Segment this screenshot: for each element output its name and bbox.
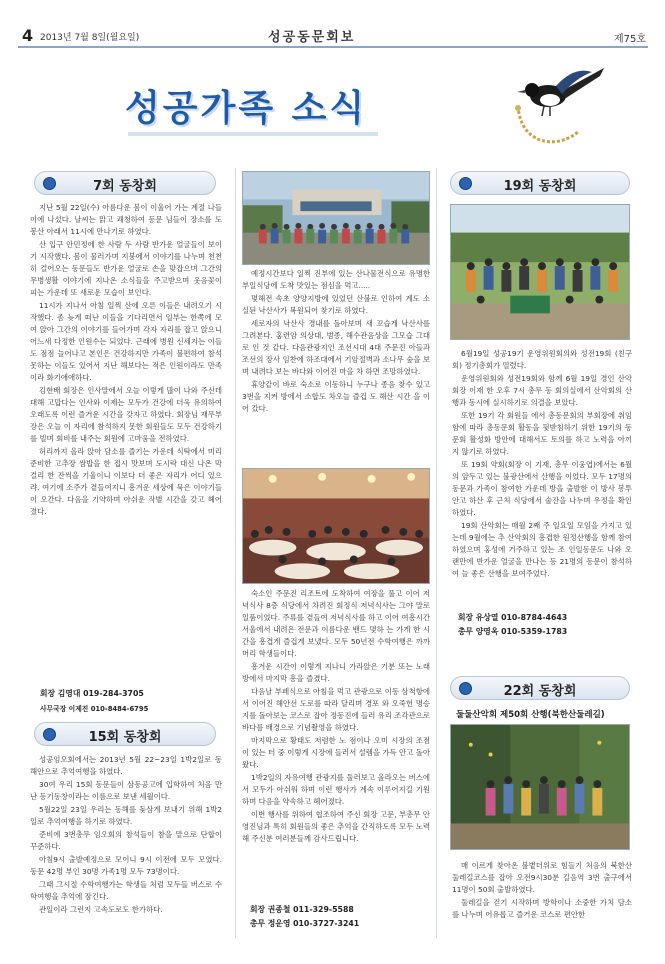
article-class15-continued	[242, 268, 430, 464]
article-class15	[30, 754, 222, 932]
article-paragraph: 이번 행사를 위하여 협조하여 주신 회장 고문, 부총무 안영진님과 특히 회원들의 좋은 추억을 간직하도록 모두 노력해 주신분 여러분들께 감사드립니다.	[242, 809, 430, 843]
section-header-class7	[34, 171, 216, 195]
section-title: 22회 동창회	[503, 684, 577, 699]
photo-caption: 둘둘산악회 제50회 산행(북한산둘레길)	[456, 710, 605, 720]
article-paragraph: 또한 19기 각 회원들 에서 총동문회의 부회장에 취임함에 따라 총동문회 활동을 뒷받침하기 위한 19기의 동문회 활성화 방안에 대해서도 토의를 하고 노력을 아끼지 않기로 하였다.	[452, 410, 632, 456]
article-paragraph: 몇해전 속초 양양지방에 있었던 산불로 인하여 계도 소실된 낙산사가 복원되어 찾기로 하였다.	[242, 293, 430, 315]
column-divider	[436, 168, 437, 938]
article-paragraph: 허리까지 올라 앉아 담소를 즐기는 가운데 식탁에서 미리 준비한 고추장 쌈밥을 한 접시 맛보며 도시락 대신 나온 막걸리 한 잔씩을 기울이니 이보다 더 좋은 자리가 어디 있으랴. 여기에 소주가 곁들여지니 흥겨운 세상에 묵은 이야기들이 오간다. 다음을 기약하며 아쉬운 작별 시간을 갖고 헤어졌다.	[30, 446, 222, 516]
article-paragraph: 성공임오회에서는 2013년 5월 22~23일 1박2일로 동해안으로 추억여행을 하였다.	[30, 755, 222, 776]
masthead	[18, 28, 648, 48]
paper-name: 성공동문회보	[268, 30, 356, 45]
article-paragraph: 5월22일 23일 우리는 동해를 돛삼게 보내기 위해 1박2일로 추억여행을 하기로 하였다.	[30, 804, 222, 826]
banner-underline	[128, 132, 378, 136]
article-paragraph: 30여 우리 15회 동문들이 삼동공고에 입학하여 처음 만난 동기동창이라는 이름으로 보낸 세월이다.	[30, 779, 222, 801]
section-header-class19	[450, 171, 630, 195]
article-paragraph: 11시가 지나서 아침 일찍 산에 오른 이들은 내려오기 시작했다. 좀 늦게 떠난 이들을 기다리면서 일부는 한쪽에 모여 앉아 그간의 이야기를 들어가며 각자 자리를 잡고 앉으니 어느새 다정한 인원수는 되었다. 근래에 병원 신세지는 이들도 점점 늘어나고 본인은 건강하지만 가족이 불편하여 참석 못하는 이들도 있어서 지난 해보다는 적은 인원이라도 만족이라 화기애애하다.	[30, 300, 222, 382]
banquet-photo	[242, 468, 430, 584]
section-title: 19회 동창회	[503, 179, 577, 194]
contact-secretary: 총무 정운영 010-3727-3241	[250, 919, 360, 928]
article-paragraph: 그때 그시절 수학여행가는 학생들 처럼 모두들 버스로 수학여행을 추억에 잠긴다.	[30, 879, 222, 901]
section-title: 15회 동창회	[88, 730, 162, 745]
contact-president: 회장 권종철 011-329-5588	[250, 905, 354, 914]
article-paragraph: 세로자의 낙산사 경내를 돌아보며 새 꼬습게 낙산사를 그려본다. 홍련암 의상대, 범종, 해수관음상을 그모습 그대로 인 것 같다. 다음관광지인 조선시대 4대 주문진 아들과 조선의 장사 임찬에 하조대에서 기암절벽과 소나무 숲을 보며 내려다 보는 바다와 이어진 마을 차 하면 조망하였다.	[242, 318, 430, 376]
banner-title: 성공가족 소식	[125, 88, 368, 129]
section-title: 7회 동창회	[93, 179, 157, 194]
section-header-class15	[34, 722, 216, 746]
article-paragraph: 또 19회 약회(회장 이 기재, 총무 이웅엽)에서는 6월의 앞두고 있는 불광산에서 산행을 이었다. 모두 17명의 동문과 가족이 참여한 가운데 방을 출발한 이 방사 봉투 안고 하산 후 근처 식당에서 술잔을 나누며 우정을 확인하였다.	[452, 459, 632, 517]
contact-secretary: 총무 양영옥 010-5359-1783	[458, 627, 568, 636]
issue-date: 2013년 7월 8일(월요일)	[40, 33, 140, 43]
article-class7	[30, 202, 222, 682]
contact-secretary: 사무국장 이제진 010-8484-6795	[40, 705, 149, 713]
article-paragraph: 숙소인 주문진 리조트에 도착하여 여장을 풀고 이어 저녁식사 8층 식당에서 차려진 회정식 저녁식사는 그야 말로 일품이었다. 주류를 곁들여 저녁식사를 하고 이어 여흥시간 서울에서 내려온 전문과 이름다운 밴드 몇하 는 가게 한 시간을 흥겹게 즐겁게 보냈다. 모두 50년전 수학여행은 까까머리 학생들이다.	[242, 589, 430, 658]
page-number: 4	[22, 26, 34, 45]
contact-president: 회장 김영대 019-284-3705	[40, 689, 144, 698]
article-paragraph: 아침9시 출발예정으로 모이니 9시 이전에 모두 모였다. 동문 42명 부인 30명 가족1명 모두 73명이다.	[30, 854, 222, 876]
article-class22	[452, 860, 632, 934]
article-paragraph: 6월19일 성공19기 운영위원회의와 성전19회 (친구회) 정기총회가 열렸다.	[452, 349, 632, 370]
article-class19	[452, 348, 632, 608]
article-paragraph: 김현배 회장은 인사말에서 오늘 이렇게 많이 나와 주신데 대해 고맙다는 인사와 이제는 모두가 건강에 더욱 유의하여 오래도록 이런 즐거운 시간을 갖자고 하였다. 회장님 재무부장은 오늘 이 자리에 참석하지 못한 회원들도 모두 건강하기를 빌며 회비를 내주는 회원에 고마움을 전하였다.	[30, 385, 222, 443]
article-class15-continued-2	[242, 588, 430, 902]
article-paragraph: 산 입구 안민정에 한 사람 두 사람 반가운 얼굴들이 보이기 시작했다. 봄이 물러가며 지붕에서 이야기를 나누며 천천히 걸어오는 동문들도 반가운 얼굴로 손을 맞잡으며 그간의 무병생활 이야기에 지나온 소식들을 주고받으며 웃음꽃이 피는 가운데 또 새로운 모습이 보인다.	[30, 239, 222, 297]
group-photo-mountain	[242, 171, 430, 265]
article-paragraph: 흥겨운 시간이 이렇게 지나니 가라앉은 기분 또는 노래방에서 마지막 흥을 즐겼다.	[242, 661, 430, 683]
article-paragraph: 관일이라 그런지 고속도로도 한가하다.	[39, 904, 163, 914]
magpie-icon	[500, 62, 610, 158]
article-paragraph: 준비에 3번총무 임오회의 참석들이 참을 맡으로 단합이 꾸준하다.	[30, 829, 222, 851]
group-photo-hiking	[450, 204, 630, 340]
contact-president: 회장 유상열 010-8784-4643	[458, 613, 568, 622]
article-paragraph: 둘레길을 걷기 시작하며 방학이나 소중한 가치 담소를 나누며 어유롭고 즐거운 코스로 편안한	[452, 897, 632, 919]
article-paragraph: 예정시간보다 일찍 진부에 있는 산나물전식으로 유명한 부일식당에 도착 맛있는 점심을 먹고.....	[242, 269, 430, 290]
group-photo-trail	[450, 724, 630, 850]
section-header-class22	[450, 676, 630, 700]
article-paragraph: 지난 5월 22일(수) 아름다운 봄이 이울어 가는 계절 나들이에 나섰다. 날씨는 맑고 쾌청하여 동문 님들이 장소를 도봉산 아래서 11시에 만나기로 하였다.	[30, 203, 222, 236]
article-paragraph: 1박2일의 자유여행 관광지를 둘러보고 올라오는 버스에서 모두가 아쉬워 하며 이런 행사가 계속 이루어지길 기원하며 다음을 약속하고 헤어졌다.	[242, 772, 430, 806]
article-paragraph: 다음날 부페식으로 아침을 먹고 관광으로 이동 삼척항에서 이어진 해안선 도로를 따라 달리며 경포 와 오죽헌 명승지를 돌아보는 코스로 잡아 정동진에 들러 유리 조각관으로 바다를 배경으로 기념촬영을 하였다.	[242, 686, 430, 732]
article-paragraph: 19회 산악회는 매월 2째 주 일요일 모임을 가지고 있는데 9월에는 추 산악회의 흥겹한 원정산행을 함께 참여하였으며 홍성에 거주하고 있는 조 인일동문도 나와 오랜만에 반가운 얼굴을 만나는 등 21명의 동문이 참석하여 늘 좋은 산행을 보여주었다.	[452, 520, 632, 578]
article-paragraph: 휴양같이 바로 숙소로 이동하니 누구나 종음 찾수 있고 3번을 지켜 방에서 소합도 차오늘 즐겁 도 해산 시간 을 이어 갔다.	[242, 379, 430, 413]
column-divider	[235, 168, 236, 938]
section-banner	[80, 62, 610, 158]
article-paragraph: 마지막으로 황태도 저렴한 노 점이나 오미 시장의 조점이 있는 터 중 이렇게 시장에 들러서 설렘을 가득 안고 돌아왔다.	[242, 735, 430, 769]
article-paragraph: 운영위원회와 성전19회와 함께 6월 19일 경인 산악 회장 이재 한 오후 7시 총무 동 회의실에서 산악회의 산행과 동시에 실시하기로 의결을 보았다.	[452, 373, 632, 407]
article-paragraph: 매 이르게 찾아온 불볕더위로 힘들기 처음의 북한산 둘레길코스를 잡아 오전9시30분 길음역 3번 출구에서 11명이 50회 출발하였다.	[452, 861, 632, 894]
issue-number: 제75호	[613, 34, 646, 45]
